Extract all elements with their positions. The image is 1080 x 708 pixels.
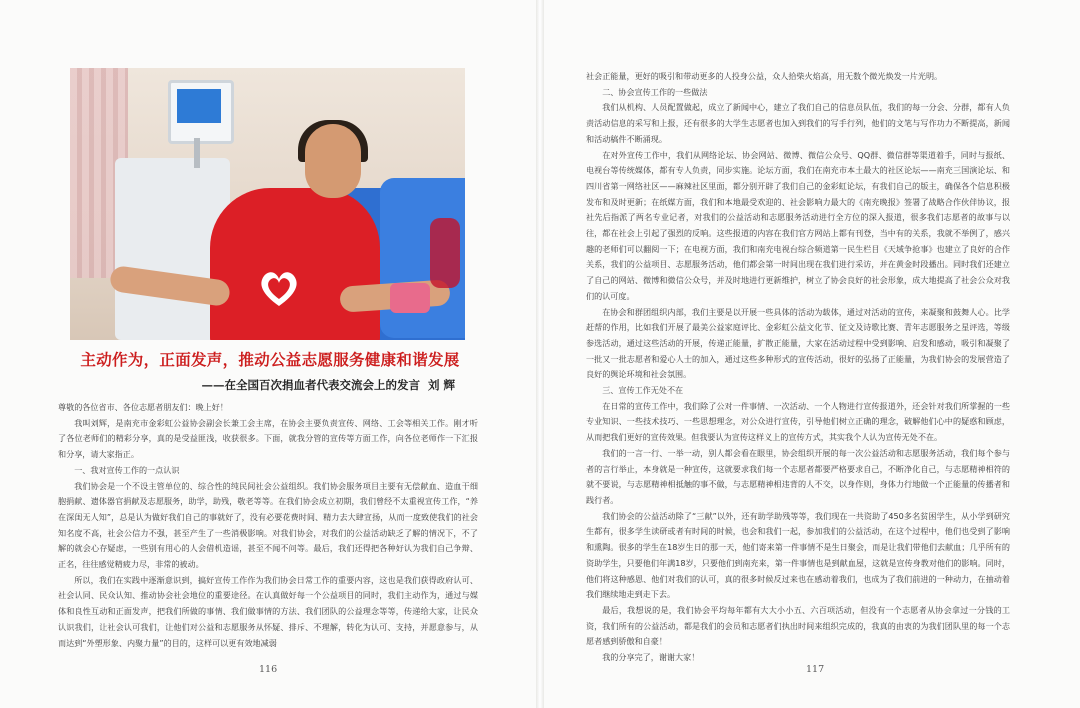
paragraph: 我叫刘辉，是南充市金彩虹公益协会副会长兼工会主席，在协会主要负责宣传、网络、工会等相关工作。刚才听了各位老师们的精彩分享，真的是受益匪浅，收获很多。下面，就我分管的宣传等方面工作，向各位老师作一下汇报和分享，请大家指正。 xyxy=(58,417,478,460)
section-heading: 一、我对宣传工作的一点认识 xyxy=(74,464,180,475)
section-heading: 二、协会宣传工作的一些做法 xyxy=(602,86,708,97)
greeting: 尊敬的各位省市、各位志愿者朋友们：晚上好！ xyxy=(58,402,228,412)
article-headline: 主动作为，正面发声，推动公益志愿服务健康和谐发展 xyxy=(80,350,460,369)
monitor-pole xyxy=(194,138,200,168)
left-page xyxy=(0,0,536,708)
paragraph: 在日常的宣传工作中，我们除了公对一件事情、一次活动、一个人物进行宣传报道外，还会针对我们所掌握的一些专业知识、一些技术技巧、一些思想理念，对公众进行宣传，引导他们树立正确的理念，破解他们心中的疑惑和顾虑，从而把我们更好的宣传效果。但我要认为宣传这样义上的宣传方式，其实我个人认为宣传无处不在。 xyxy=(586,400,1010,443)
page-number-left: 116 xyxy=(259,664,278,675)
book-gutter xyxy=(536,0,544,708)
paragraph: 在协会和群团组织内部，我们主要是以开展一些具体的活动为载体，通过对活动的宣传，来凝聚和鼓舞人心。比学赶帮的作用，比如我们开展了最美公益家庭评比、金彩虹公益文化节、征文及诗歌比赛、青年志愿服务之星评选，等级参选活动，通过这些活动的开展，传递正能量，扩散正能量，大家在活动过程中受到影响、启发和感动，吸引和凝聚了一批又一批志愿者和爱心人士的加入，通过这些多种形式的宣传活动，很好的弘扬了正能量，为我们协会的发展营造了良好的舆论环境和社会氛围。 xyxy=(586,306,1010,380)
paragraph: 在对外宣传工作中，我们从网络论坛、协会网站、微博、微信公众号、QQ群、微信群等渠道着手，同时与报纸、电视台等传统媒体，都有专人负责，同步实施。论坛方面，我们在南充市本土最大的社区论坛——南充三国演论坛、和四川省第一网络社区——麻辣社区里面，都分别开辟了我们自己的金彩虹论坛，有我们自己的版主，确保各个信息积极发布和及时更新；在纸媒方面，我们和本地最受欢迎的、社会影响力最大的《南充晚报》签署了战略合作伙伴协议，报社先后指派了两名专业记者，对我们的公益活动和志愿服务活动进行全方位的深入报道，很多我们志愿者的故事与以往，都在社会上引起了强烈的反响。这些报道的内容在我们官方网站上都有刊登，当中有的关系，我就不举例了，感兴趣的老师们可以翻阅一下；在电视方面，我们和南充电视台综合频道第一民生栏目《天域争抢事》也建立了良好的合作关系，我们的公益项目、志愿服务活动，他们都会第一时间出现在我们进行采访，并在黄金时段播出。同时我们还建立了自己的网站、微博和微信公众号，并及时地进行更新维护，树立了协会良好的社会形象，成大地提高了社会公众对我们的认可度。 xyxy=(586,149,1010,301)
paragraph: 我们从机构、人员配置做起，成立了新闻中心，建立了我们自己的信息员队伍，我们的每一分会、分群，都有人负责活动信息的采写和上报，还有很多的大学生志愿者也加入到我们的写手行列，他们的文笔与写作功力不断提高，新闻和活动稿件不断涌现。 xyxy=(586,102,1010,144)
subtitle-text: ——在全国百次捐血者代表交流会上的发言 xyxy=(201,378,420,392)
paragraph-continued: 社会正能量，更好的吸引和带动更多的人投身公益，众人拾柴火焰高，用无数个微光焕发一片光明。 xyxy=(586,71,943,81)
paragraph: 我们协会的公益活动除了“三献”以外，还有助学助残等等，我们现在一共资助了450多名贫困学生，从小学到研究生都有，很多学生读研或者有时间的时候，也会和我们一起，参加我们的公益活动，在这个过程中，他们也受到了影响和熏陶。很多的学生在18岁生日的那一天，他们寄来第一件事情不是生日聚会，而是让我们带他们去献血；几乎所有的资助学生，只要他们年满18岁，只要他们到南充来，第一件事情也是到献血屋，这就是宣传身教对他们的影响。同时，他们将这种感恩、他们对我们的认可，真的很多时候反过来也在感动着我们，也成为了我们前进的一种动力，在抽动着我们继续地走到走下去。 xyxy=(586,510,1010,600)
donor-face xyxy=(305,124,361,198)
right-body-text xyxy=(586,69,1010,666)
paragraph: 最后，我想说的是，我们协会平均每年都有大大小小五、六百项活动，但没有一个志愿者从协会拿过一分钱的工资，我们所有的公益活动，都是我们的会员和志愿者们执出时间来组织完成的，我真的由衷的为我们团队里的每一个志愿者感到骄傲和自豪！ xyxy=(586,604,1010,647)
article-subtitle xyxy=(115,377,455,393)
section-heading: 三、宣传工作无处不在 xyxy=(602,385,684,396)
page-number-right: 117 xyxy=(806,664,825,675)
red-shirt-donor xyxy=(210,188,380,340)
left-body-text xyxy=(58,400,478,651)
arm-pad xyxy=(390,283,430,313)
machine-monitor xyxy=(168,80,234,144)
paragraph: 所以，我们在实践中逐渐意识到，搞好宣传工作作为我们协会日常工作的重要内容，这也是我们获得政府认可、社会认同、民众认知、推动协会社会地位的重要途径。在认真做好每一个公益项目的同时，我们主动作为，通过与媒体和良性互动和正面发声，把我们所做的事情、我们做事情的方法、我们团队的公益理念等等，传递给大家，让民众认识我们，让社会认可我们，让他们对公益和志愿服务从怀疑、排斥、不理解，转化为认可、支持，并愿意参与，从而达到“外塑形象、内聚力量”的目的，这样可以更有效地减弱 xyxy=(58,574,478,648)
paragraph: 我们协会是一个不设主管单位的、综合性的纯民间社会公益组织。我们协会服务项目主要有无偿献血、造血干细胞捐献、遗体器官捐献及志愿服务，助学，助残，敬老等等。在我们协会成立初期，我们曾经不太重视宣传工作，“养在深闺无人知”，总是认为做好我们自己的事就好了，没有必要花费时间、精力去大肆宣扬，从而一度致使我们的社会知名度不高，社会公信力不强，甚至产生了一些消极影响。对我们协会，对我们的公益活动缺乏了解的情况下，不了解的就会心存疑虑，一些别有用心的人会借机造谣，甚至不闻不问等。最后，我们还得把各种好认为我们自己争辩、正名，往往感觉精疲力尽，非常的被动。 xyxy=(58,480,478,570)
paragraph: 我们的一言一行、一举一动，别人都会看在眼里，协会组织开展的每一次公益活动和志愿服务活动，我们每个参与者的言行举止，本身就是一种宣传，这就要求我们每一个志愿者都要严格要求自己，不断净化自己，与志愿精神相符的就不要说，与志愿精神相抵触的事不做，与志愿精神相违背的人不交，以身作则，身体力行地做一个正能量的传播者和践行者。 xyxy=(586,447,1010,505)
blood-donation-photo xyxy=(70,68,465,340)
blood-bag xyxy=(430,218,460,288)
heart-logo-icon xyxy=(256,266,302,310)
closing-line: 我的分享完了，谢谢大家！ xyxy=(602,652,700,663)
author-name: 刘 辉 xyxy=(427,378,455,392)
